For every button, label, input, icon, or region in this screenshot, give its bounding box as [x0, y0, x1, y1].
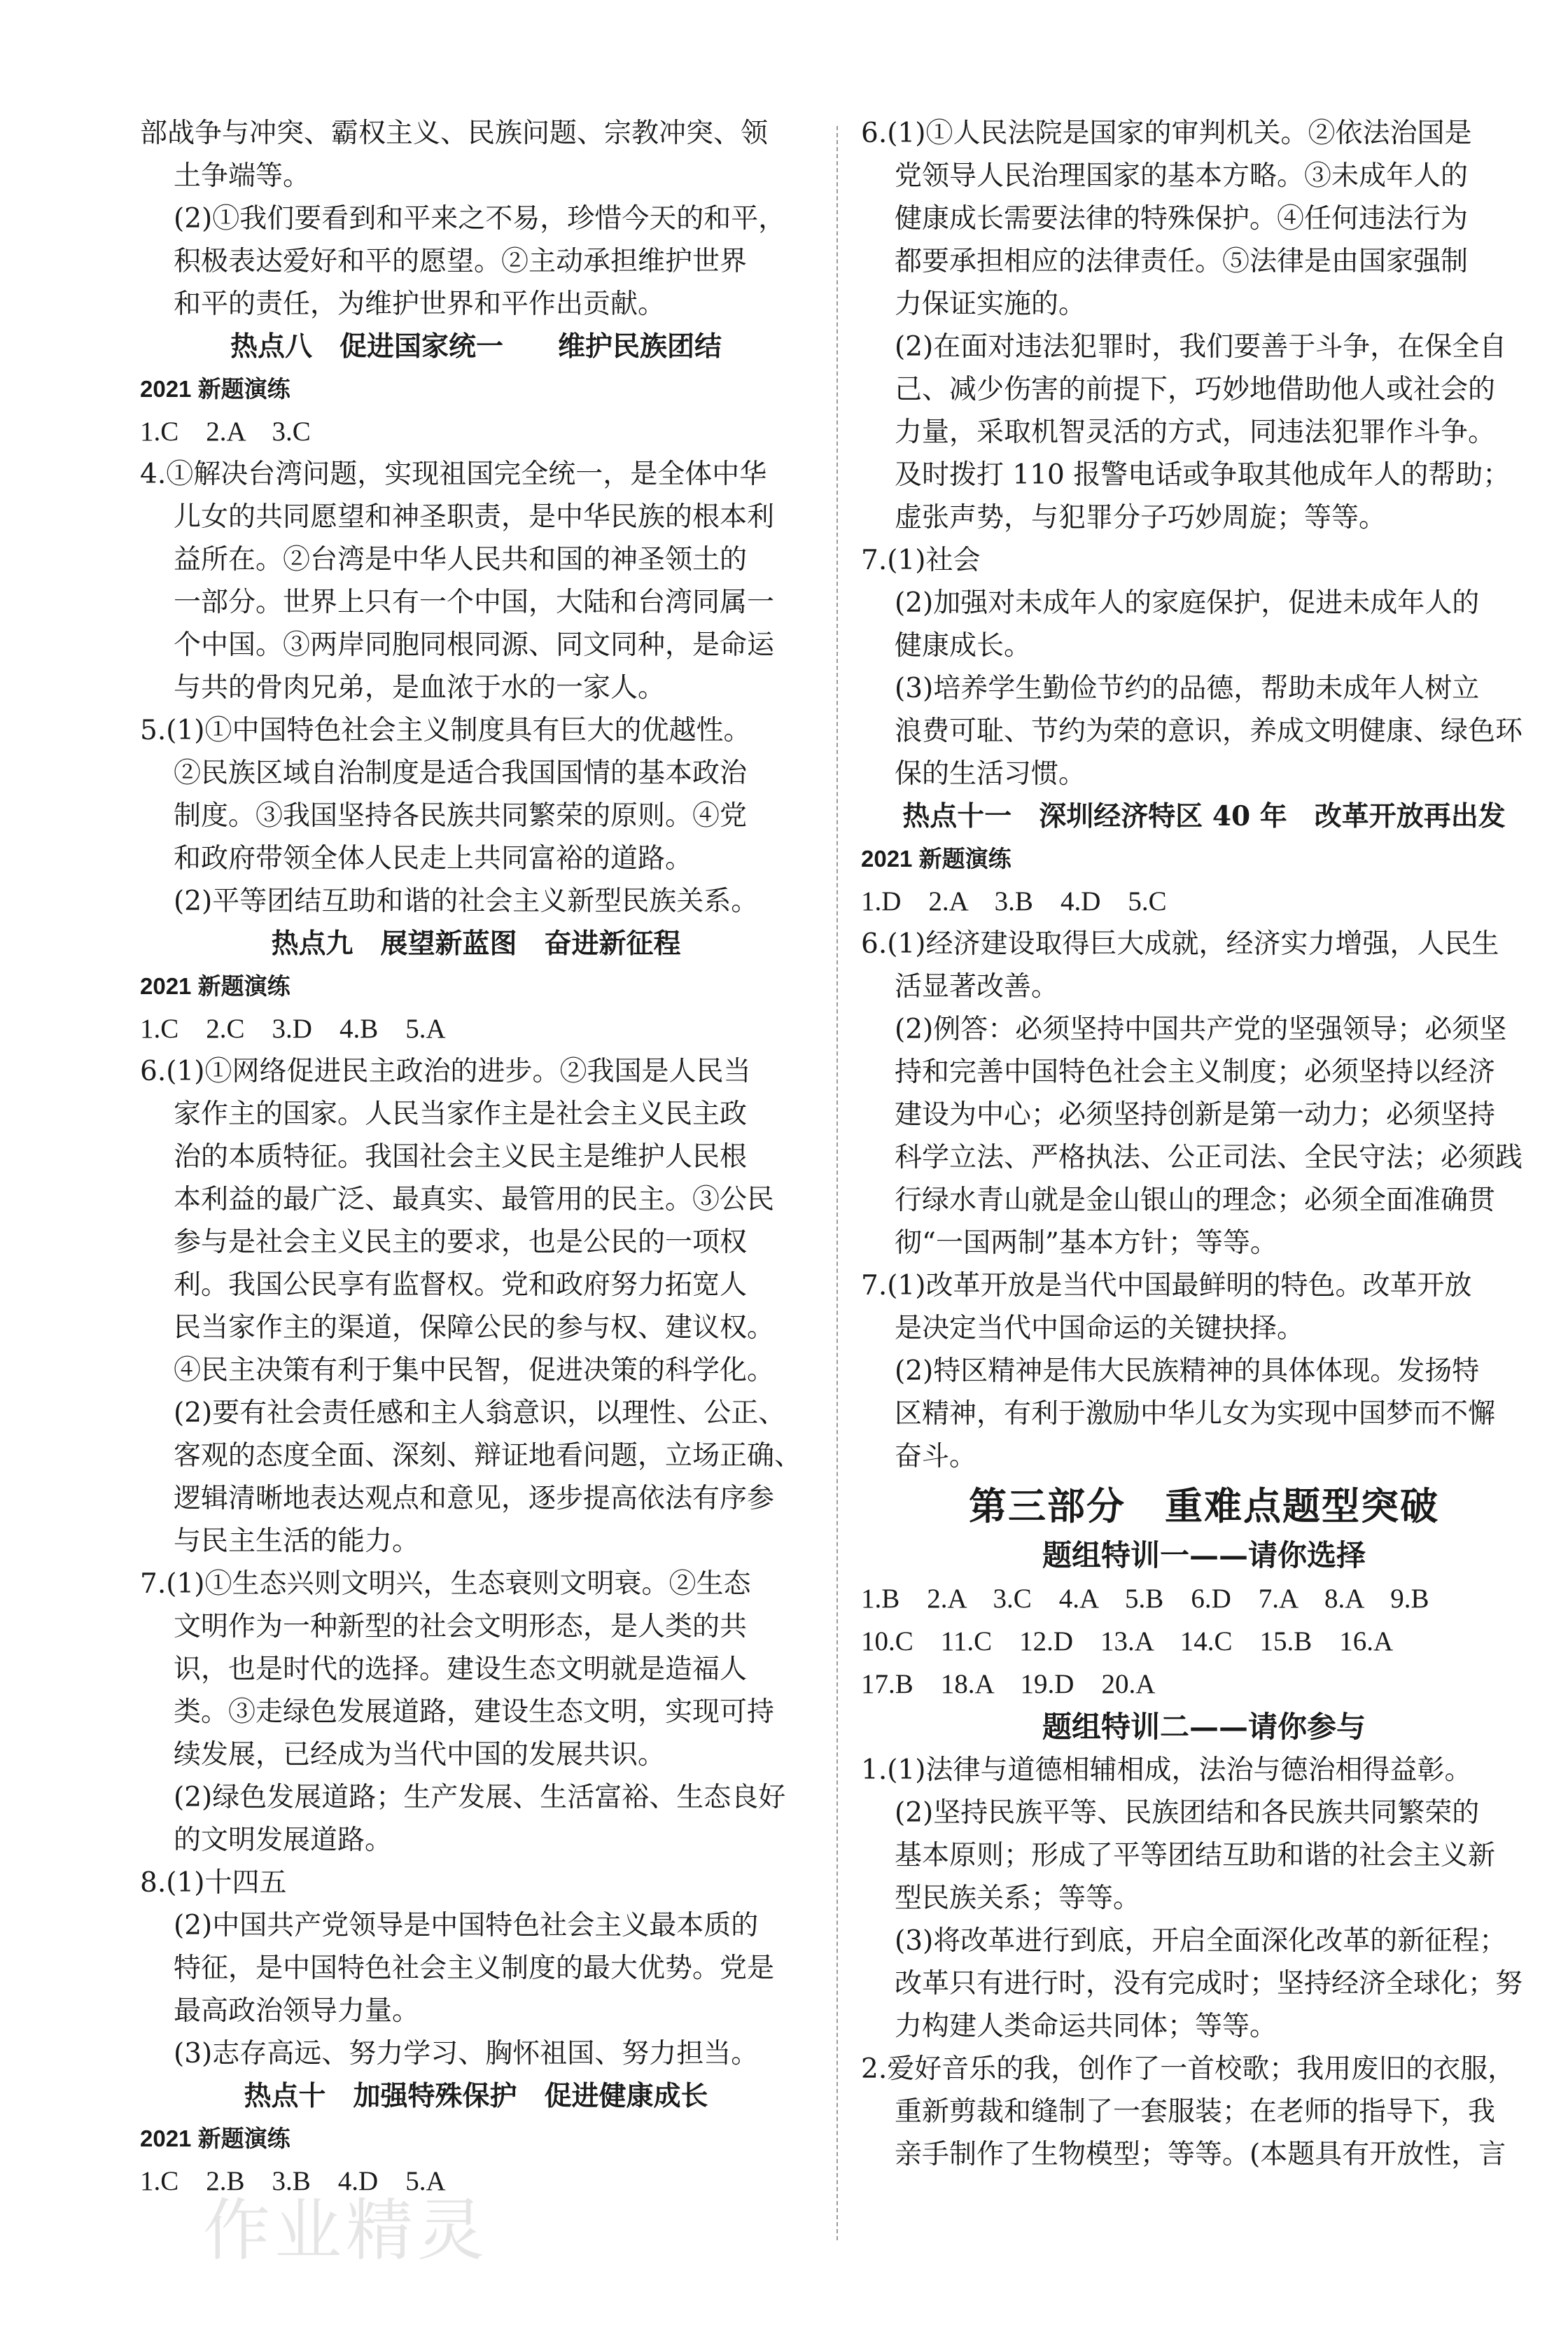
practice-label: 2021 新题演练: [861, 846, 1011, 872]
text-line: 己、减少伤害的前提下，巧妙地借助他人或社会的: [895, 374, 1496, 405]
text-line: (2)要有社会责任感和主人翁意识，以理性、公正、: [174, 1397, 786, 1429]
text-line: 土争端等。: [174, 160, 311, 192]
text-line: 5.(1)①中国特色社会主义制度具有巨大的优越性。: [140, 715, 751, 746]
text-line: 保的生活习惯。: [895, 758, 1086, 790]
text-line: (2)特区精神是伟大民族精神的具体体现。发扬特: [895, 1355, 1480, 1387]
text-line: 健康成长需要法律的特殊保护。④任何违法行为: [895, 203, 1469, 235]
text-line: (2)绿色发展道路；生产发展、生活富裕、生态良好: [174, 1782, 786, 1813]
text-line: 6.(1)①网络促进民主政治的进步。②我国是人民当: [140, 1056, 751, 1087]
text-line: (3)志存高远、努力学习、胸怀祖国、努力担当。: [174, 2038, 759, 2069]
choice-answers: 1.B 2.A 3.C 4.A 5.B 6.D 7.A 8.A 9.B: [861, 1584, 1429, 1614]
text-line: (2)加强对未成年人的家庭保护，促进未成年人的: [895, 587, 1480, 619]
text-line: 活显著改善。: [895, 971, 1059, 1003]
text-line: (2)中国共产党领导是中国特色社会主义最本质的: [174, 1910, 759, 1941]
text-line: 部战争与冲突、霸权主义、民族问题、宗教冲突、领: [140, 118, 769, 149]
text-line: 逻辑清晰地表达观点和意见，逐步提高依法有序参: [174, 1483, 775, 1514]
group-title-2: 题组特训二——请你参与: [1042, 1710, 1366, 1744]
choice-answers: 10.C 11.C 12.D 13.A 14.C 15.B 16.A: [861, 1626, 1394, 1656]
text-line: 6.(1)①人民法院是国家的审判机关。②依法治国是: [861, 118, 1472, 149]
text-line: 7.(1)①生态兴则文明兴，生态衰则文明衰。②生态: [140, 1568, 751, 1600]
section-heading-hot10: 热点十 加强特殊保护 促进健康成长: [244, 2080, 708, 2112]
text-line: 续发展，已经成为当代中国的发展共识。: [174, 1739, 666, 1771]
text-line: 参与是社会主义民主的要求，也是公民的一项权: [174, 1227, 748, 1258]
text-line: 及时拨打 110 报警电话或争取其他成年人的帮助；: [895, 459, 1511, 491]
text-line: 健康成长。: [895, 630, 1032, 662]
text-line: 识，也是时代的选择。建设生态文明就是造福人: [174, 1654, 748, 1685]
text-line: 力量，采取机智灵活的方式，同违法犯罪作斗争。: [895, 417, 1496, 448]
left-column: [140, 112, 812, 2202]
text-line: 亲手制作了生物模型；等等。(本题具有开放性，言: [895, 2139, 1506, 2170]
practice-label: 2021 新题演练: [140, 376, 290, 402]
text-line: 和政府带领全体人民走上共同富裕的道路。: [174, 843, 693, 874]
choice-answers: 1.C 2.B 3.B 4.D 5.A: [140, 2166, 446, 2196]
text-line: 力构建人类命运共同体；等等。: [895, 2011, 1278, 2042]
text-line: 虚张声势，与犯罪分子巧妙周旋；等等。: [895, 502, 1387, 533]
text-line: 与共的骨肉兄弟，是血浓于水的一家人。: [174, 672, 666, 704]
text-line: 科学立法、严格执法、公正司法、全民守法；必须践: [895, 1142, 1523, 1173]
text-line: 7.(1)社会: [861, 545, 981, 576]
text-line: 本利益的最广泛、最真实、最管用的民主。③公民: [174, 1184, 775, 1215]
text-line: 都要承担相应的法律责任。⑤法律是由国家强制: [895, 246, 1469, 277]
text-line: 2.爱好音乐的我，创作了一首校歌；我用废旧的衣服，: [861, 2053, 1516, 2085]
watermark: 作业精灵: [203, 2191, 489, 2270]
text-line: (2)①我们要看到和平来之不易，珍惜今天的和平，: [174, 203, 786, 235]
text-line: (2)平等团结互助和谐的社会主义新型民族关系。: [174, 886, 759, 917]
practice-label: 2021 新题演练: [140, 973, 290, 999]
text-line: 民当家作主的渠道，保障公民的参与权、建议权。: [174, 1312, 775, 1343]
text-line: (2)例答：必须坚持中国共产党的坚强领导；必须坚: [895, 1014, 1507, 1045]
text-line: 行绿水青山就是金山银山的理念；必须全面准确贯: [895, 1185, 1496, 1216]
choice-answers: 1.C 2.A 3.C: [140, 417, 311, 447]
text-line: 个中国。③两岸同胞同根同源、同文同种，是命运: [174, 629, 775, 661]
choice-answers: 17.B 18.A 19.D 20.A: [861, 1669, 1156, 1699]
text-line: 家作主的国家。人民当家作主是社会主义民主政: [174, 1098, 748, 1130]
text-line: 重新剪裁和缝制了一套服装；在老师的指导下，我: [895, 2096, 1496, 2128]
text-line: 基本原则；形成了平等团结互助和谐的社会主义新: [895, 1840, 1496, 1871]
text-line: (2)在面对违法犯罪时，我们要善于斗争，在保全自: [895, 331, 1507, 363]
text-line: 彻“一国两制”基本方针；等等。: [895, 1227, 1278, 1259]
part-title: 第三部分 重难点题型突破: [969, 1483, 1439, 1528]
text-line: 的文明发展道路。: [174, 1824, 393, 1856]
choice-answers: 1.C 2.C 3.D 4.B 5.A: [140, 1014, 446, 1044]
text-line: 最高政治领导力量。: [174, 1995, 420, 2027]
text-line: 改革只有进行时，没有完成时；坚持经济全球化；努: [895, 1968, 1523, 1999]
text-line: (3)培养学生勤俭节约的品德，帮助未成年人树立: [895, 673, 1480, 704]
text-line: 儿女的共同愿望和神圣职责，是中华民族的根本利: [174, 501, 775, 533]
text-line: (2)坚持民族平等、民族团结和各民族共同繁荣的: [895, 1797, 1480, 1829]
text-line: 4.①解决台湾问题，实现祖国完全统一，是全体中华: [140, 459, 767, 490]
text-line: 8.(1)十四五: [140, 1867, 287, 1899]
text-line: 力保证实施的。: [895, 288, 1086, 320]
text-line: 是决定当代中国命运的关键抉择。: [895, 1313, 1305, 1344]
section-heading-hot11: 热点十一 深圳经济特区 40 年 改革开放再出发: [902, 800, 1506, 832]
text-line: 一部分。世界上只有一个中国，大陆和台湾同属一: [174, 587, 775, 618]
text-line: 客观的态度全面、深刻、辩证地看问题，立场正确、: [174, 1440, 802, 1472]
text-line: (3)将改革进行到底，开启全面深化改革的新征程；: [895, 1925, 1507, 1957]
text-line: 建设为中心；必须坚持创新是第一动力；必须坚持: [895, 1099, 1496, 1131]
column-divider: [836, 126, 838, 2240]
text-line: 区精神，有利于激励中华儿女为实现中国梦而不懈: [895, 1398, 1496, 1430]
text-line: 治的本质特征。我国社会主义民主是维护人民根: [174, 1141, 748, 1173]
text-line: 奋斗。: [895, 1441, 977, 1472]
text-line: 7.(1)改革开放是当代中国最鲜明的特色。改革开放: [861, 1270, 1472, 1301]
text-line: ②民族区域自治制度是适合我国国情的基本政治: [174, 757, 748, 789]
choice-answers: 1.D 2.A 3.B 4.D 5.C: [861, 886, 1167, 916]
right-column: [861, 112, 1547, 2176]
text-line: 1.(1)法律与道德相辅相成，法治与德治相得益彰。: [861, 1754, 1472, 1786]
text-line: 制度。③我国坚持各民族共同繁荣的原则。④党: [174, 800, 748, 832]
text-line: 益所在。②台湾是中华人民共和国的神圣领土的: [174, 544, 748, 575]
text-line: 与民主生活的能力。: [174, 1525, 420, 1557]
group-title-1: 题组特训一——请你选择: [1042, 1538, 1366, 1572]
practice-label: 2021 新题演练: [140, 2125, 290, 2151]
text-line: 浪费可耻、节约为荣的意识，养成文明健康、绿色环: [895, 715, 1523, 747]
text-line: 积极表达爱好和平的愿望。②主动承担维护世界: [174, 246, 748, 277]
text-line: 型民族关系；等等。: [895, 1883, 1141, 1914]
text-line: 文明作为一种新型的社会文明形态，是人类的共: [174, 1611, 748, 1642]
section-heading-hot8: 热点八 促进国家统一 维护民族团结: [230, 330, 722, 363]
text-line: 和平的责任，为维护世界和平作出贡献。: [174, 288, 666, 320]
text-line: 6.(1)经济建设取得巨大成就，经济实力增强，人民生: [861, 928, 1499, 960]
text-line: 类。③走绿色发展道路，建设生态文明，实现可持: [174, 1696, 775, 1728]
text-line: 特征，是中国特色社会主义制度的最大优势。党是: [174, 1953, 775, 1984]
text-line: 党领导人民治理国家的基本方略。③未成年人的: [895, 160, 1469, 192]
text-line: ④民主决策有利于集中民智，促进决策的科学化。: [174, 1355, 775, 1386]
section-heading-hot9: 热点九 展望新蓝图 奋进新征程: [271, 928, 681, 960]
text-line: 利。我国公民享有监督权。党和政府努力拓宽人: [174, 1269, 748, 1301]
text-line: 持和完善中国特色社会主义制度；必须坚持以经济: [895, 1056, 1496, 1088]
